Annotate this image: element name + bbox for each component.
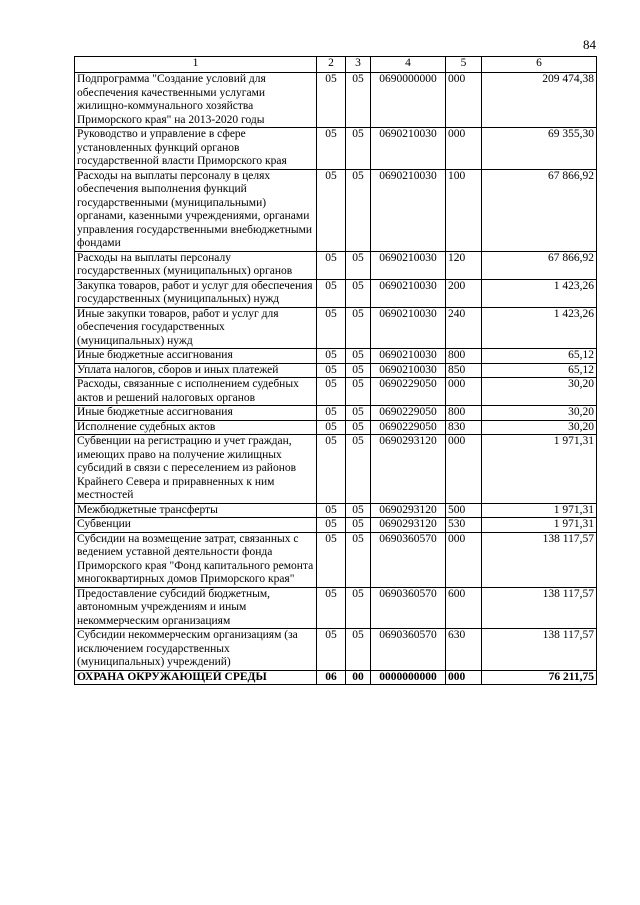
row-amount: 67 866,92 xyxy=(482,251,597,279)
row-subsection: 05 xyxy=(346,532,371,587)
row-name: Межбюджетные трансферты xyxy=(75,503,317,518)
row-amount: 65,12 xyxy=(482,363,597,378)
row-amount: 67 866,92 xyxy=(482,169,597,251)
row-subsection: 05 xyxy=(346,435,371,504)
row-expense-type: 850 xyxy=(446,363,482,378)
row-section: 05 xyxy=(317,378,346,406)
row-section: 05 xyxy=(317,251,346,279)
row-amount: 65,12 xyxy=(482,349,597,364)
row-section: 05 xyxy=(317,629,346,671)
row-name: ОХРАНА ОКРУЖАЮЩЕЙ СРЕДЫ xyxy=(75,670,317,685)
row-expense-type: 200 xyxy=(446,279,482,307)
table-row xyxy=(75,518,597,533)
row-amount: 1 423,26 xyxy=(482,307,597,349)
row-target-code: 0690210030 xyxy=(371,349,446,364)
row-amount: 209 474,38 xyxy=(482,73,597,128)
row-subsection: 05 xyxy=(346,363,371,378)
header-cell: 3 xyxy=(346,57,371,73)
row-subsection: 05 xyxy=(346,503,371,518)
table-row xyxy=(75,629,597,671)
table-row xyxy=(75,73,597,128)
row-target-code: 0690210030 xyxy=(371,363,446,378)
row-name: Субвенции xyxy=(75,518,317,533)
row-name: Закупка товаров, работ и услуг для обеспечения государственных (муниципальных) нужд xyxy=(75,279,317,307)
table-header-row xyxy=(75,57,597,73)
row-target-code: 0000000000 xyxy=(371,670,446,685)
row-section: 06 xyxy=(317,670,346,685)
table-row xyxy=(75,420,597,435)
table-row xyxy=(75,169,597,251)
table-row xyxy=(75,587,597,629)
table-row xyxy=(75,363,597,378)
row-expense-type: 530 xyxy=(446,518,482,533)
row-name: Субвенции на регистрацию и учет граждан, имеющих право на получение жилищных субсидий в связи с переселением из районов Крайнего Севера и приравненных к ним местностей xyxy=(75,435,317,504)
table-row xyxy=(75,307,597,349)
row-expense-type: 000 xyxy=(446,128,482,170)
row-section: 05 xyxy=(317,349,346,364)
row-target-code: 0690360570 xyxy=(371,587,446,629)
row-expense-type: 000 xyxy=(446,532,482,587)
row-subsection: 05 xyxy=(346,406,371,421)
row-name: Исполнение судебных актов xyxy=(75,420,317,435)
row-subsection: 05 xyxy=(346,629,371,671)
row-section: 05 xyxy=(317,406,346,421)
row-name: Подпрограмма "Создание условий для обеспечения качественными услугами жилищно-коммунального хозяйства Приморского края" на 2013-2020 годы xyxy=(75,73,317,128)
row-subsection: 05 xyxy=(346,518,371,533)
row-target-code: 0690210030 xyxy=(371,307,446,349)
row-name: Иные бюджетные ассигнования xyxy=(75,349,317,364)
row-section: 05 xyxy=(317,363,346,378)
row-amount: 1 971,31 xyxy=(482,435,597,504)
row-amount: 76 211,75 xyxy=(482,670,597,685)
row-amount: 69 355,30 xyxy=(482,128,597,170)
table-row xyxy=(75,279,597,307)
row-amount: 1 423,26 xyxy=(482,279,597,307)
row-amount: 138 117,57 xyxy=(482,629,597,671)
row-section: 05 xyxy=(317,279,346,307)
row-expense-type: 500 xyxy=(446,503,482,518)
row-name: Субсидии на возмещение затрат, связанных с ведением уставной деятельности фонда Приморского края "Фонд капитального ремонта многоквартирных домов Приморского края" xyxy=(75,532,317,587)
row-amount: 1 971,31 xyxy=(482,503,597,518)
header-cell: 4 xyxy=(371,57,446,73)
row-section: 05 xyxy=(317,73,346,128)
row-expense-type: 800 xyxy=(446,349,482,364)
table-row xyxy=(75,251,597,279)
row-section: 05 xyxy=(317,307,346,349)
row-expense-type: 800 xyxy=(446,406,482,421)
row-name: Расходы, связанные с исполнением судебных актов и решений налоговых органов xyxy=(75,378,317,406)
row-target-code: 0690293120 xyxy=(371,518,446,533)
row-name: Предоставление субсидий бюджетным, автономным учреждениям и иным некоммерческим организациям xyxy=(75,587,317,629)
row-expense-type: 100 xyxy=(446,169,482,251)
row-amount: 30,20 xyxy=(482,406,597,421)
row-section: 05 xyxy=(317,503,346,518)
table-row xyxy=(75,435,597,504)
row-expense-type: 120 xyxy=(446,251,482,279)
row-target-code: 0690210030 xyxy=(371,279,446,307)
row-section: 05 xyxy=(317,587,346,629)
row-expense-type: 000 xyxy=(446,73,482,128)
row-subsection: 05 xyxy=(346,279,371,307)
header-cell: 6 xyxy=(482,57,597,73)
table-row xyxy=(75,532,597,587)
row-target-code: 0690229050 xyxy=(371,420,446,435)
row-section: 05 xyxy=(317,169,346,251)
row-section: 05 xyxy=(317,518,346,533)
section-total-row xyxy=(75,670,597,685)
row-subsection: 05 xyxy=(346,128,371,170)
row-expense-type: 630 xyxy=(446,629,482,671)
row-subsection: 05 xyxy=(346,307,371,349)
row-subsection: 05 xyxy=(346,251,371,279)
row-target-code: 0690229050 xyxy=(371,378,446,406)
row-target-code: 0690210030 xyxy=(371,251,446,279)
row-name: Уплата налогов, сборов и иных платежей xyxy=(75,363,317,378)
row-name: Иные бюджетные ассигнования xyxy=(75,406,317,421)
row-amount: 30,20 xyxy=(482,378,597,406)
row-subsection: 05 xyxy=(346,349,371,364)
row-amount: 138 117,57 xyxy=(482,587,597,629)
row-subsection: 05 xyxy=(346,420,371,435)
table-row xyxy=(75,406,597,421)
row-subsection: 05 xyxy=(346,587,371,629)
header-cell: 1 xyxy=(75,57,317,73)
row-target-code: 0690210030 xyxy=(371,169,446,251)
row-expense-type: 000 xyxy=(446,378,482,406)
header-cell: 2 xyxy=(317,57,346,73)
page-number: 84 xyxy=(583,37,596,52)
row-expense-type: 830 xyxy=(446,420,482,435)
row-section: 05 xyxy=(317,128,346,170)
row-target-code: 0690360570 xyxy=(371,532,446,587)
row-expense-type: 000 xyxy=(446,435,482,504)
row-target-code: 0690210030 xyxy=(371,128,446,170)
table-row xyxy=(75,128,597,170)
header-cell: 5 xyxy=(446,57,482,73)
table-row xyxy=(75,503,597,518)
row-target-code: 0690360570 xyxy=(371,629,446,671)
table-row xyxy=(75,378,597,406)
row-expense-type: 240 xyxy=(446,307,482,349)
row-name: Руководство и управление в сфере установленных функций органов государственной власти Приморского края xyxy=(75,128,317,170)
row-name: Расходы на выплаты персоналу государственных (муниципальных) органов xyxy=(75,251,317,279)
row-target-code: 0690229050 xyxy=(371,406,446,421)
row-subsection: 05 xyxy=(346,169,371,251)
row-name: Иные закупки товаров, работ и услуг для обеспечения государственных (муниципальных) нужд xyxy=(75,307,317,349)
row-section: 05 xyxy=(317,532,346,587)
row-amount: 138 117,57 xyxy=(482,532,597,587)
row-section: 05 xyxy=(317,420,346,435)
row-target-code: 0690293120 xyxy=(371,435,446,504)
row-subsection: 00 xyxy=(346,670,371,685)
row-amount: 30,20 xyxy=(482,420,597,435)
row-expense-type: 600 xyxy=(446,587,482,629)
row-amount: 1 971,31 xyxy=(482,518,597,533)
budget-table xyxy=(74,56,597,685)
row-subsection: 05 xyxy=(346,378,371,406)
row-expense-type: 000 xyxy=(446,670,482,685)
row-subsection: 05 xyxy=(346,73,371,128)
row-target-code: 0690293120 xyxy=(371,503,446,518)
row-target-code: 0690000000 xyxy=(371,73,446,128)
row-section: 05 xyxy=(317,435,346,504)
table-row xyxy=(75,349,597,364)
row-name: Субсидии некоммерческим организациям (за исключением государственных (муниципальных) учреждений) xyxy=(75,629,317,671)
row-name: Расходы на выплаты персоналу в целях обеспечения выполнения функций государственными (муниципальными) органами, казенными учреждениями, органами управления государственными внебюджетными фондами xyxy=(75,169,317,251)
